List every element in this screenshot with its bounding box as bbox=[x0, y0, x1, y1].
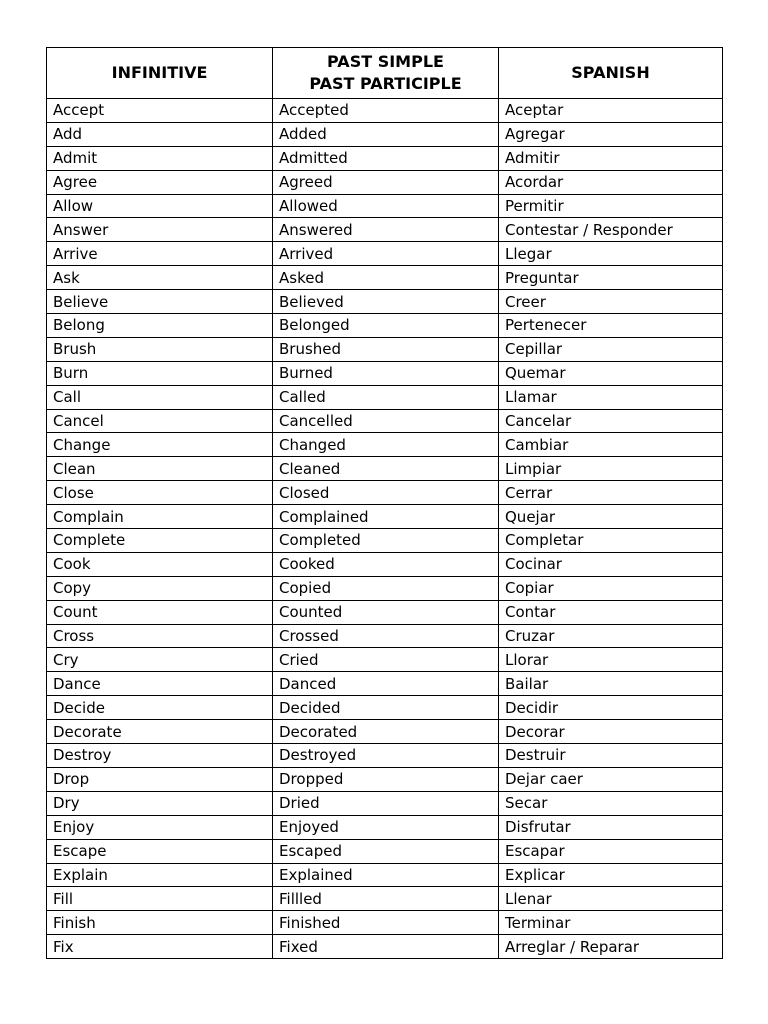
table-row bbox=[47, 887, 723, 911]
table-row bbox=[47, 911, 723, 935]
spanish-cell: Limpiar bbox=[499, 457, 723, 481]
table-row bbox=[47, 576, 723, 600]
infinitive-cell: Change bbox=[47, 433, 273, 457]
past-cell: Dried bbox=[273, 791, 499, 815]
infinitive-cell: Call bbox=[47, 385, 273, 409]
table-row bbox=[47, 648, 723, 672]
past-cell: Copied bbox=[273, 576, 499, 600]
infinitive-cell: Brush bbox=[47, 337, 273, 361]
past-cell: Cried bbox=[273, 648, 499, 672]
spanish-cell: Arreglar / Reparar bbox=[499, 935, 723, 959]
past-cell: Finished bbox=[273, 911, 499, 935]
infinitive-cell: Answer bbox=[47, 218, 273, 242]
spanish-cell: Contestar / Responder bbox=[499, 218, 723, 242]
header-row bbox=[47, 48, 723, 99]
past-cell: Danced bbox=[273, 672, 499, 696]
infinitive-cell: Close bbox=[47, 481, 273, 505]
header-past bbox=[273, 48, 499, 99]
header-infinitive-label: INFINITIVE bbox=[111, 63, 208, 82]
past-cell: Explained bbox=[273, 863, 499, 887]
spanish-cell: Llenar bbox=[499, 887, 723, 911]
spanish-cell: Copiar bbox=[499, 576, 723, 600]
past-cell: Answered bbox=[273, 218, 499, 242]
spanish-cell: Quemar bbox=[499, 361, 723, 385]
table-row bbox=[47, 863, 723, 887]
table-row bbox=[47, 457, 723, 481]
infinitive-cell: Dance bbox=[47, 672, 273, 696]
infinitive-cell: Belong bbox=[47, 314, 273, 338]
table-row bbox=[47, 314, 723, 338]
spanish-cell: Decidir bbox=[499, 696, 723, 720]
infinitive-cell: Arrive bbox=[47, 242, 273, 266]
spanish-cell: Cancelar bbox=[499, 409, 723, 433]
past-cell: Accepted bbox=[273, 99, 499, 123]
infinitive-cell: Decide bbox=[47, 696, 273, 720]
table-row bbox=[47, 218, 723, 242]
infinitive-cell: Finish bbox=[47, 911, 273, 935]
past-cell: Called bbox=[273, 385, 499, 409]
spanish-cell: Cerrar bbox=[499, 481, 723, 505]
infinitive-cell: Cancel bbox=[47, 409, 273, 433]
past-cell: Burned bbox=[273, 361, 499, 385]
past-cell: Fixed bbox=[273, 935, 499, 959]
table-row bbox=[47, 791, 723, 815]
table-row bbox=[47, 170, 723, 194]
table-row bbox=[47, 385, 723, 409]
past-cell: Cooked bbox=[273, 552, 499, 576]
past-cell: Admitted bbox=[273, 146, 499, 170]
spanish-cell: Llamar bbox=[499, 385, 723, 409]
verbs-table bbox=[46, 47, 723, 959]
header-spanish bbox=[499, 48, 723, 99]
spanish-cell: Acordar bbox=[499, 170, 723, 194]
table-row bbox=[47, 696, 723, 720]
table-row bbox=[47, 624, 723, 648]
past-cell: Counted bbox=[273, 600, 499, 624]
past-cell: Closed bbox=[273, 481, 499, 505]
spanish-cell: Explicar bbox=[499, 863, 723, 887]
infinitive-cell: Fill bbox=[47, 887, 273, 911]
infinitive-cell: Count bbox=[47, 600, 273, 624]
infinitive-cell: Cook bbox=[47, 552, 273, 576]
past-cell: Cleaned bbox=[273, 457, 499, 481]
infinitive-cell: Enjoy bbox=[47, 815, 273, 839]
spanish-cell: Aceptar bbox=[499, 99, 723, 123]
table-header bbox=[47, 48, 723, 99]
table-row bbox=[47, 361, 723, 385]
infinitive-cell: Clean bbox=[47, 457, 273, 481]
table-row bbox=[47, 935, 723, 959]
table-row bbox=[47, 146, 723, 170]
spanish-cell: Destruir bbox=[499, 744, 723, 768]
table-row bbox=[47, 266, 723, 290]
spanish-cell: Permitir bbox=[499, 194, 723, 218]
header-spanish-label: SPANISH bbox=[571, 63, 650, 82]
table-row bbox=[47, 242, 723, 266]
spanish-cell: Agregar bbox=[499, 122, 723, 146]
infinitive-cell: Agree bbox=[47, 170, 273, 194]
past-cell: Dropped bbox=[273, 767, 499, 791]
spanish-cell: Contar bbox=[499, 600, 723, 624]
past-cell: Believed bbox=[273, 290, 499, 314]
spanish-cell: Secar bbox=[499, 791, 723, 815]
infinitive-cell: Dry bbox=[47, 791, 273, 815]
spanish-cell: Llegar bbox=[499, 242, 723, 266]
past-cell: Brushed bbox=[273, 337, 499, 361]
past-cell: Decorated bbox=[273, 720, 499, 744]
table-row bbox=[47, 337, 723, 361]
header-past-participle-label: PAST PARTICIPLE bbox=[309, 74, 462, 93]
table-row bbox=[47, 552, 723, 576]
spanish-cell: Cepillar bbox=[499, 337, 723, 361]
table-row bbox=[47, 505, 723, 529]
infinitive-cell: Burn bbox=[47, 361, 273, 385]
infinitive-cell: Add bbox=[47, 122, 273, 146]
infinitive-cell: Fix bbox=[47, 935, 273, 959]
spanish-cell: Cruzar bbox=[499, 624, 723, 648]
table-row bbox=[47, 744, 723, 768]
infinitive-cell: Destroy bbox=[47, 744, 273, 768]
table-row bbox=[47, 99, 723, 123]
spanish-cell: Completar bbox=[499, 529, 723, 553]
infinitive-cell: Explain bbox=[47, 863, 273, 887]
infinitive-cell: Copy bbox=[47, 576, 273, 600]
past-cell: Complained bbox=[273, 505, 499, 529]
spanish-cell: Admitir bbox=[499, 146, 723, 170]
infinitive-cell: Drop bbox=[47, 767, 273, 791]
table-row bbox=[47, 600, 723, 624]
infinitive-cell: Ask bbox=[47, 266, 273, 290]
past-cell: Destroyed bbox=[273, 744, 499, 768]
table-row bbox=[47, 122, 723, 146]
spanish-cell: Cambiar bbox=[499, 433, 723, 457]
infinitive-cell: Decorate bbox=[47, 720, 273, 744]
past-cell: Completed bbox=[273, 529, 499, 553]
infinitive-cell: Admit bbox=[47, 146, 273, 170]
table-row bbox=[47, 720, 723, 744]
past-cell: Cancelled bbox=[273, 409, 499, 433]
table-row bbox=[47, 194, 723, 218]
spanish-cell: Disfrutar bbox=[499, 815, 723, 839]
past-cell: Enjoyed bbox=[273, 815, 499, 839]
spanish-cell: Creer bbox=[499, 290, 723, 314]
table-row bbox=[47, 290, 723, 314]
header-infinitive bbox=[47, 48, 273, 99]
past-cell: Escaped bbox=[273, 839, 499, 863]
table-row bbox=[47, 767, 723, 791]
table-row bbox=[47, 672, 723, 696]
table-row bbox=[47, 815, 723, 839]
spanish-cell: Terminar bbox=[499, 911, 723, 935]
table-body bbox=[47, 99, 723, 959]
spanish-cell: Decorar bbox=[499, 720, 723, 744]
spanish-cell: Quejar bbox=[499, 505, 723, 529]
past-cell: Crossed bbox=[273, 624, 499, 648]
spanish-cell: Pertenecer bbox=[499, 314, 723, 338]
infinitive-cell: Allow bbox=[47, 194, 273, 218]
header-past-simple-label: PAST SIMPLE bbox=[327, 52, 444, 71]
spanish-cell: Dejar caer bbox=[499, 767, 723, 791]
infinitive-cell: Cry bbox=[47, 648, 273, 672]
table-row bbox=[47, 529, 723, 553]
past-cell: Changed bbox=[273, 433, 499, 457]
table-row bbox=[47, 409, 723, 433]
infinitive-cell: Escape bbox=[47, 839, 273, 863]
infinitive-cell: Complete bbox=[47, 529, 273, 553]
infinitive-cell: Cross bbox=[47, 624, 273, 648]
past-cell: Fillled bbox=[273, 887, 499, 911]
past-cell: Added bbox=[273, 122, 499, 146]
past-cell: Belonged bbox=[273, 314, 499, 338]
spanish-cell: Cocinar bbox=[499, 552, 723, 576]
infinitive-cell: Accept bbox=[47, 99, 273, 123]
table-row bbox=[47, 839, 723, 863]
spanish-cell: Preguntar bbox=[499, 266, 723, 290]
past-cell: Asked bbox=[273, 266, 499, 290]
spanish-cell: Escapar bbox=[499, 839, 723, 863]
spanish-cell: Bailar bbox=[499, 672, 723, 696]
spanish-cell: Llorar bbox=[499, 648, 723, 672]
past-cell: Arrived bbox=[273, 242, 499, 266]
infinitive-cell: Complain bbox=[47, 505, 273, 529]
past-cell: Agreed bbox=[273, 170, 499, 194]
infinitive-cell: Believe bbox=[47, 290, 273, 314]
past-cell: Decided bbox=[273, 696, 499, 720]
table-row bbox=[47, 433, 723, 457]
table-row bbox=[47, 481, 723, 505]
past-cell: Allowed bbox=[273, 194, 499, 218]
